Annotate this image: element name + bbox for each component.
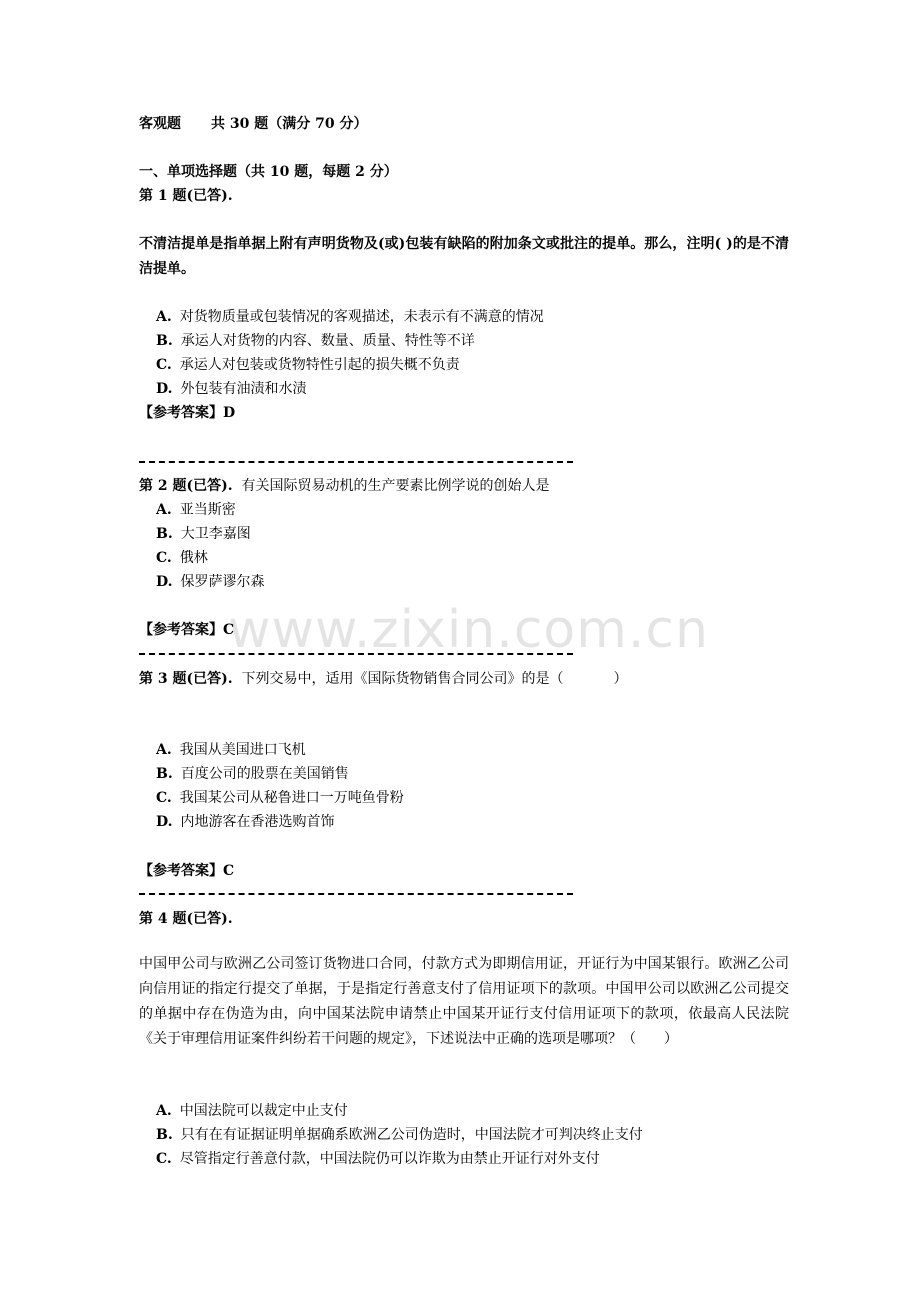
question-2-option-c: C. 俄林	[156, 550, 208, 566]
question-2-option-d: D. 保罗萨谬尔森	[156, 574, 265, 590]
separator	[139, 893, 573, 895]
separator	[139, 653, 573, 655]
watermark: www.zixin.com.cn	[228, 600, 709, 660]
question-1-label: 第 1 题(已答).	[139, 188, 233, 204]
question-4-text: 中国甲公司与欧洲乙公司签订货物进口合同，付款方式为即期信用证，开证行为中国某银行。欧洲乙公司向信用证的指定行提交了单据，于是指定行善意支付了信用证项下的款项。中国甲公司以欧洲乙公司提交的单据中存在伪造为由，向中国某法院申请禁止中国某开证行支付信用证项下的款项，依最高人民法院《关于审理信用证案件纠纷若干问题的规定》，下述说法中正确的选项是哪项？（ ）	[139, 956, 789, 1047]
question-1-option-d: D. 外包装有油渍和水渍	[156, 381, 307, 397]
section-total: 共 30 题（满分 70 分）	[211, 116, 368, 132]
part-title: 一、单项选择题（共 10 题，每题 2 分）	[139, 164, 398, 180]
section-title: 客观题	[139, 116, 181, 132]
question-2-option-b: B. 大卫李嘉图	[156, 526, 251, 542]
question-3-option-b: B. 百度公司的股票在美国销售	[156, 766, 349, 782]
header-line	[139, 114, 367, 134]
question-3-label: 第 3 题(已答).	[139, 671, 233, 687]
question-1-option-c: C. 承运人对包装或货物特性引起的损失概不负责	[156, 357, 460, 373]
question-2-label: 第 2 题(已答).	[139, 478, 233, 494]
question-2-text: 有关国际贸易动机的生产要素比例学说的创始人是	[241, 478, 550, 494]
question-4-option-b: B. 只有在有证据证明单据确系欧洲乙公司伪造时，中国法院才可判决终止支付	[156, 1127, 643, 1143]
question-3-answer: 【参考答案】C	[139, 863, 235, 879]
question-1-option-b: B. 承运人对货物的内容、数量、质量、特性等不详	[156, 333, 475, 349]
question-4-label: 第 4 题(已答).	[139, 911, 233, 927]
question-1-text: 不清洁提单是指单据上附有声明货物及(或)包装有缺陷的附加条文或批注的提单。那么，注明( )的是不清洁提单。	[139, 236, 789, 277]
question-2-option-a: A. 亚当斯密	[156, 502, 236, 518]
separator	[139, 461, 573, 463]
question-1-answer: 【参考答案】D	[139, 405, 236, 421]
question-4-option-a: A. 中国法院可以裁定中止支付	[156, 1103, 348, 1119]
question-3-option-c: C. 我国某公司从秘鲁进口一万吨鱼骨粉	[156, 790, 404, 806]
question-3-option-a: A. 我国从美国进口飞机	[156, 742, 306, 758]
question-2-line	[139, 476, 550, 496]
question-3-text: 下列交易中，适用《国际货物销售合同公司》的是（	[241, 671, 564, 687]
question-2-answer: 【参考答案】C	[139, 622, 235, 638]
question-4-option-c: C. 尽管指定行善意付款，中国法院仍可以诈欺为由禁止开证行对外支付	[156, 1151, 600, 1167]
question-3-option-d: D. 内地游客在香港选购首饰	[156, 814, 335, 830]
question-3-line: 第 3 题(已答). 下列交易中，适用《国际货物销售合同公司》的是（ ）	[139, 671, 628, 687]
question-1-option-a: A. 对货物质量或包装情况的客观描述，未表示有不满意的情况	[156, 309, 544, 325]
